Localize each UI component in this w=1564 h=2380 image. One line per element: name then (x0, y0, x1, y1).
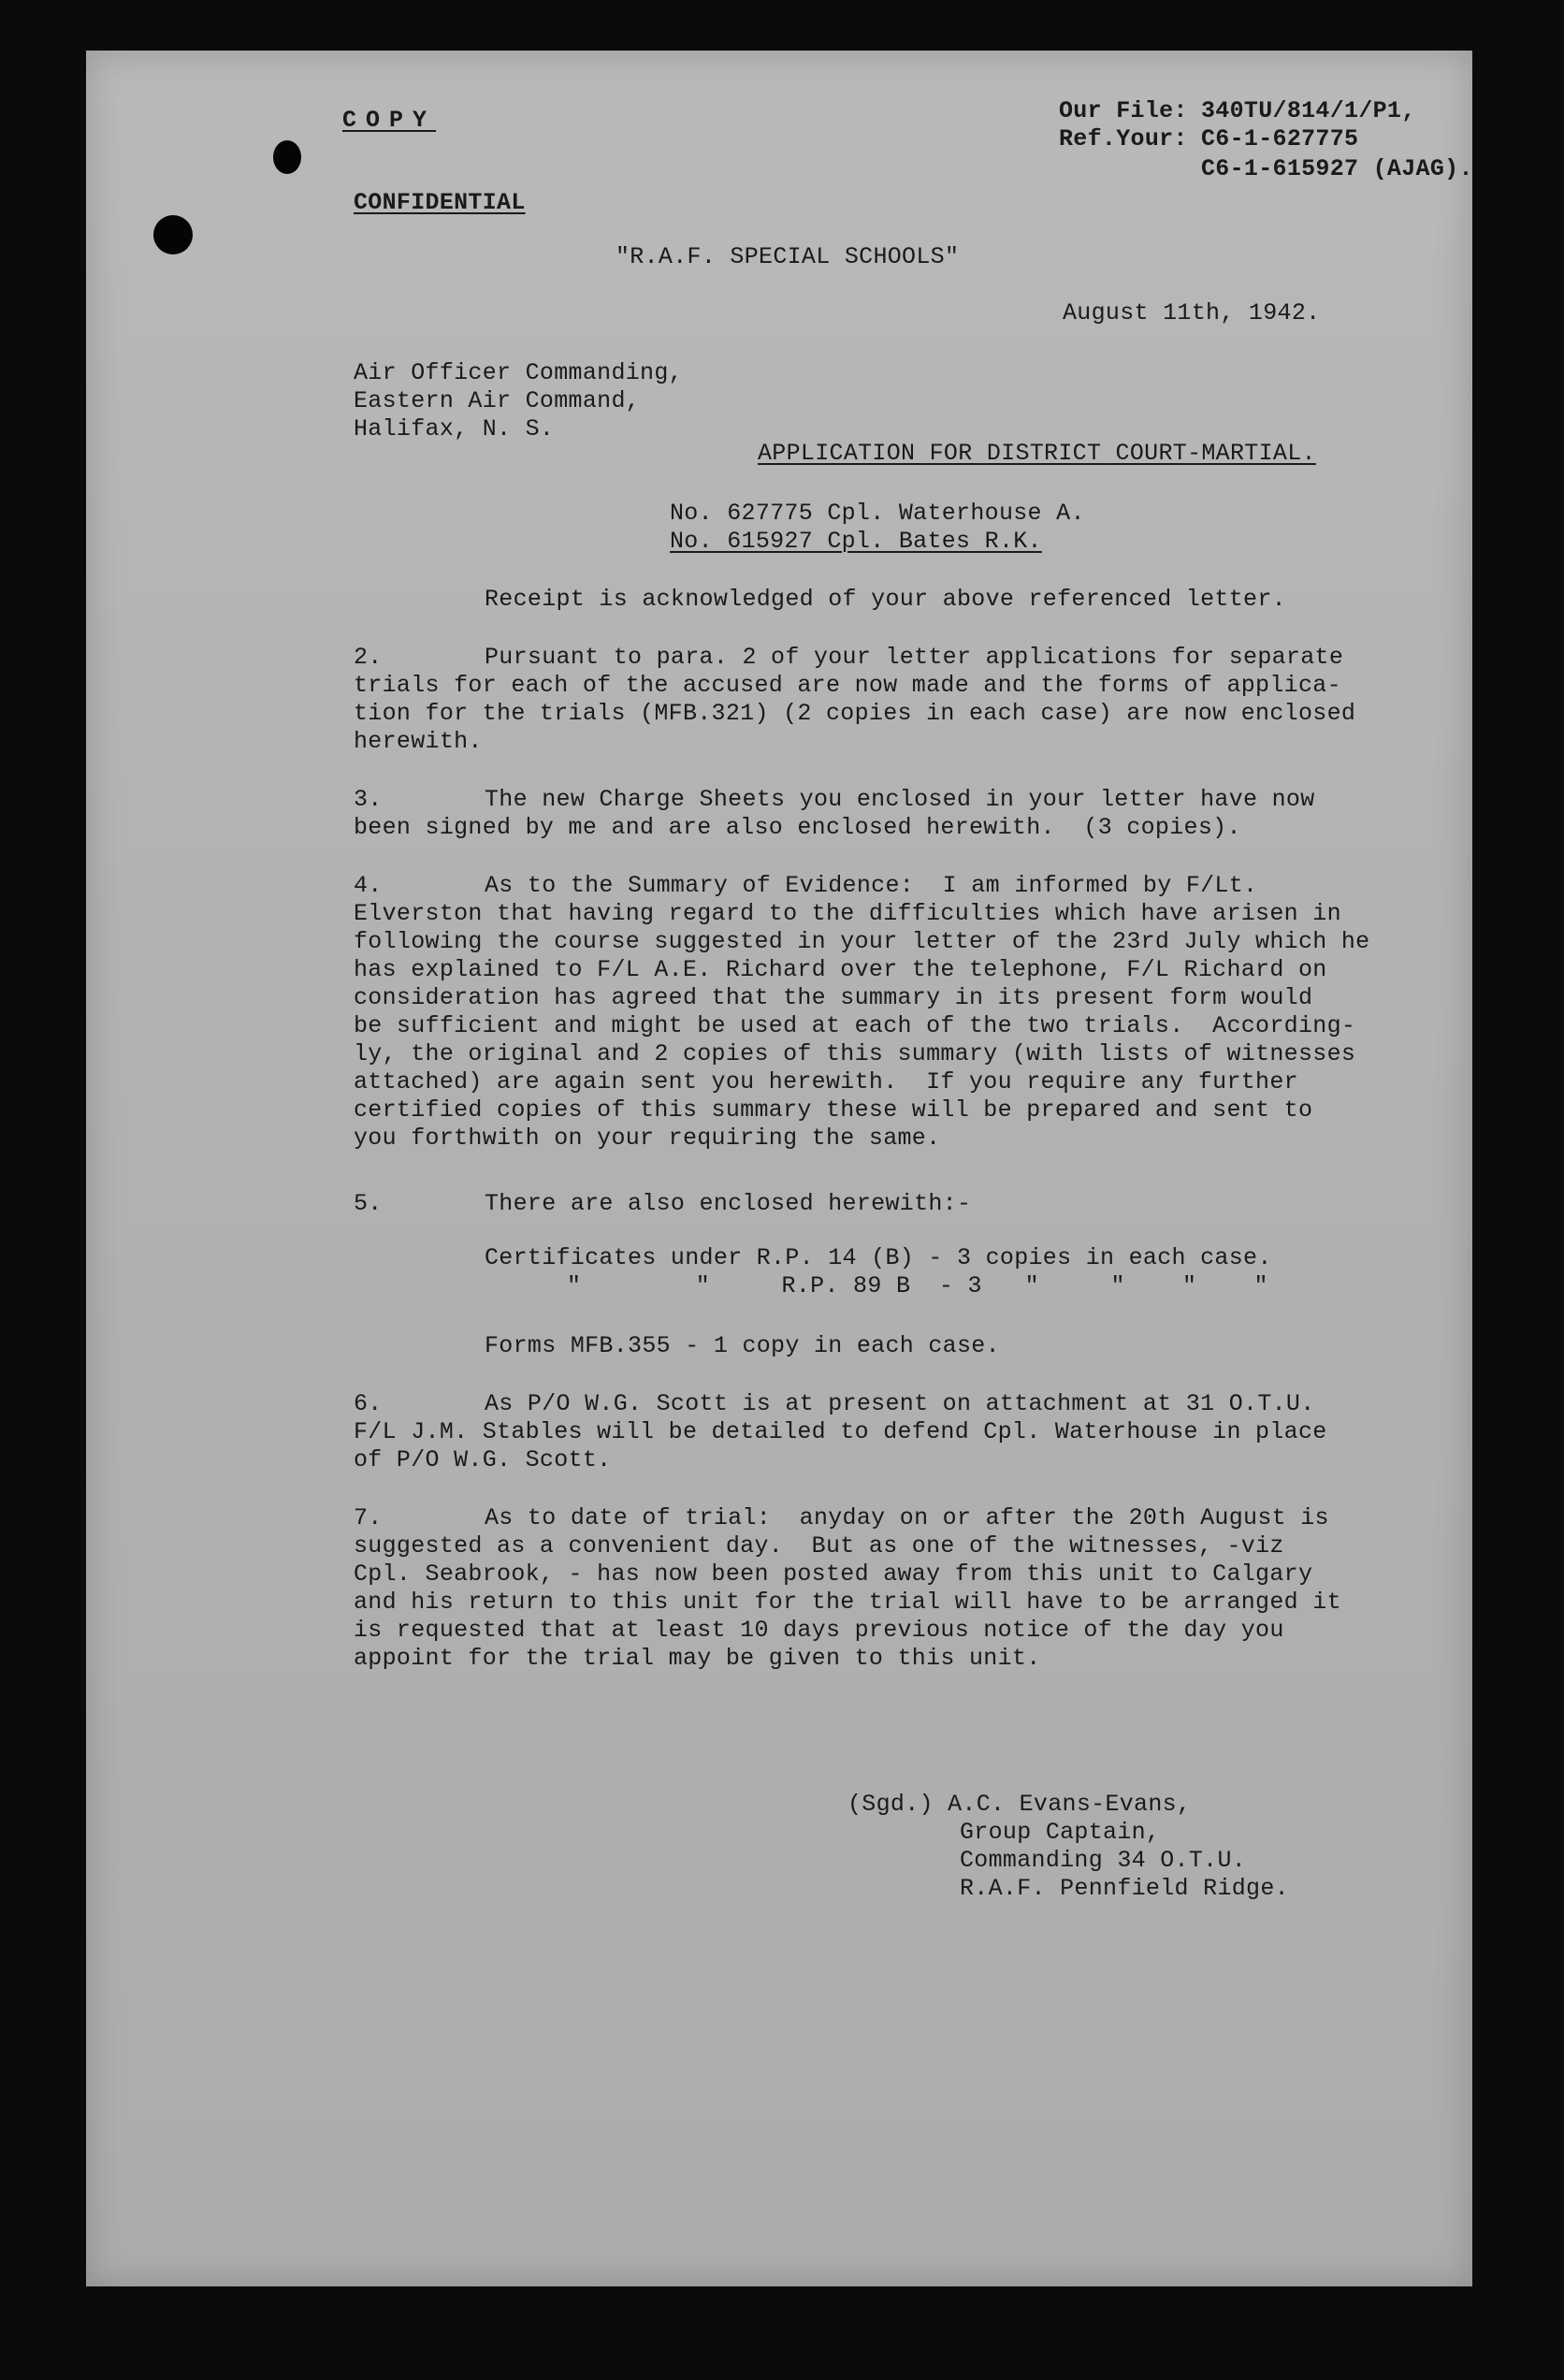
paragraph-4-line: As to the Summary of Evidence: I am informed by F/Lt. (485, 872, 1258, 899)
ref-your-value-2: C6-1-615927 (AJAG). (1201, 155, 1473, 182)
paragraph-5-number: 5. (354, 1190, 383, 1217)
subject-title: APPLICATION FOR DISTRICT COURT-MARTIAL. (758, 440, 1316, 467)
signature-line-3: Commanding 34 O.T.U. (960, 1847, 1247, 1874)
paragraph-4-line: Elverston that having regard to the difficulties which have arisen in (354, 900, 1341, 927)
paragraph-4-number: 4. (354, 872, 383, 899)
ref-your-label: Ref.Your: (1059, 125, 1188, 152)
paragraph-3-line: The new Charge Sheets you enclosed in your letter have now (485, 786, 1315, 813)
addressee-line-1: Air Officer Commanding, (354, 359, 683, 386)
paragraph-6-line: As P/O W.G. Scott is at present on attachment at 31 O.T.U. (485, 1390, 1315, 1417)
paragraph-2-line: trials for each of the accused are now made and the forms of applica- (354, 672, 1341, 699)
paragraph-2-line: herewith. (354, 728, 483, 755)
punch-hole-bottom (153, 215, 193, 254)
addressee-line-2: Eastern Air Command, (354, 387, 641, 414)
paragraph-7-line: Cpl. Seabrook, - has now been posted away from this unit to Calgary (354, 1560, 1313, 1588)
paragraph-4-line: attached) are again sent you herewith. If you require any further (354, 1068, 1298, 1096)
paragraph-1: Receipt is acknowledged of your above referenced letter. (485, 586, 1286, 613)
paragraph-5-line: There are also enclosed herewith:- (485, 1190, 972, 1217)
paragraph-7-line: appoint for the trial may be given to this unit. (354, 1645, 1041, 1672)
ref-your-value-1: C6-1-627775 (1201, 125, 1359, 152)
paragraph-7-line: is requested that at least 10 days previous notice of the day you (354, 1617, 1284, 1644)
school-title: "R.A.F. SPECIAL SCHOOLS" (615, 243, 960, 270)
accused-2: No. 615927 Cpl. Bates R.K. (670, 528, 1042, 555)
signature-line-1: (Sgd.) A.C. Evans-Evans, (847, 1791, 1192, 1818)
paragraph-4-line: consideration has agreed that the summary in its present form would (354, 984, 1313, 1011)
paragraph-4-line: ly, the original and 2 copies of this summary (with lists of witnesses (354, 1040, 1356, 1067)
paragraph-6-line: of P/O W.G. Scott. (354, 1446, 612, 1473)
paragraph-4-line: you forthwith on your requiring the same. (354, 1125, 941, 1152)
paragraph-6-line: F/L J.M. Stables will be detailed to defend Cpl. Waterhouse in place (354, 1418, 1327, 1445)
paragraph-7-line: and his return to this unit for the trial will have to be arranged it (354, 1589, 1341, 1616)
paragraph-7-line: As to date of trial: anyday on or after the 20th August is (485, 1504, 1329, 1531)
signature-line-4: R.A.F. Pennfield Ridge. (960, 1875, 1289, 1902)
paragraph-3-number: 3. (354, 786, 383, 813)
our-file-label: Our File: (1059, 97, 1188, 124)
accused-1: No. 627775 Cpl. Waterhouse A. (670, 500, 1085, 527)
punch-hole-top (273, 140, 301, 174)
paragraph-7-line: suggested as a convenient day. But as one of the witnesses, -viz (354, 1532, 1284, 1560)
paragraph-6-number: 6. (354, 1390, 383, 1417)
enclosure-item-3: Forms MFB.355 - 1 copy in each case. (485, 1332, 1000, 1359)
paragraph-4-line: has explained to F/L A.E. Richard over the telephone, F/L Richard on (354, 956, 1327, 983)
paragraph-3-line: been signed by me and are also enclosed herewith. (3 copies). (354, 814, 1241, 841)
paragraph-2-line: Pursuant to para. 2 of your letter applications for separate (485, 644, 1344, 671)
copy-label: COPY (342, 107, 437, 134)
our-file-value: 340TU/814/1/P1, (1201, 97, 1416, 124)
paragraph-4-line: be sufficient and might be used at each of the two trials. According- (354, 1012, 1356, 1039)
document-page (86, 51, 1472, 2286)
signature-line-2: Group Captain, (960, 1819, 1161, 1846)
enclosure-item-2: " " R.P. 89 B - 3 " " " " (567, 1272, 1268, 1299)
addressee-line-3: Halifax, N. S. (354, 415, 555, 443)
paragraph-4-line: following the course suggested in your letter of the 23rd July which he (354, 928, 1370, 955)
confidential-label: CONFIDENTIAL (354, 189, 526, 216)
paragraph-7-number: 7. (354, 1504, 383, 1531)
enclosure-item-1: Certificates under R.P. 14 (B) - 3 copies in each case. (485, 1244, 1272, 1271)
letter-date: August 11th, 1942. (1063, 299, 1321, 327)
paragraph-2-number: 2. (354, 644, 383, 671)
paragraph-2-line: tion for the trials (MFB.321) (2 copies in each case) are now enclosed (354, 700, 1356, 727)
paragraph-4-line: certified copies of this summary these will be prepared and sent to (354, 1096, 1313, 1124)
